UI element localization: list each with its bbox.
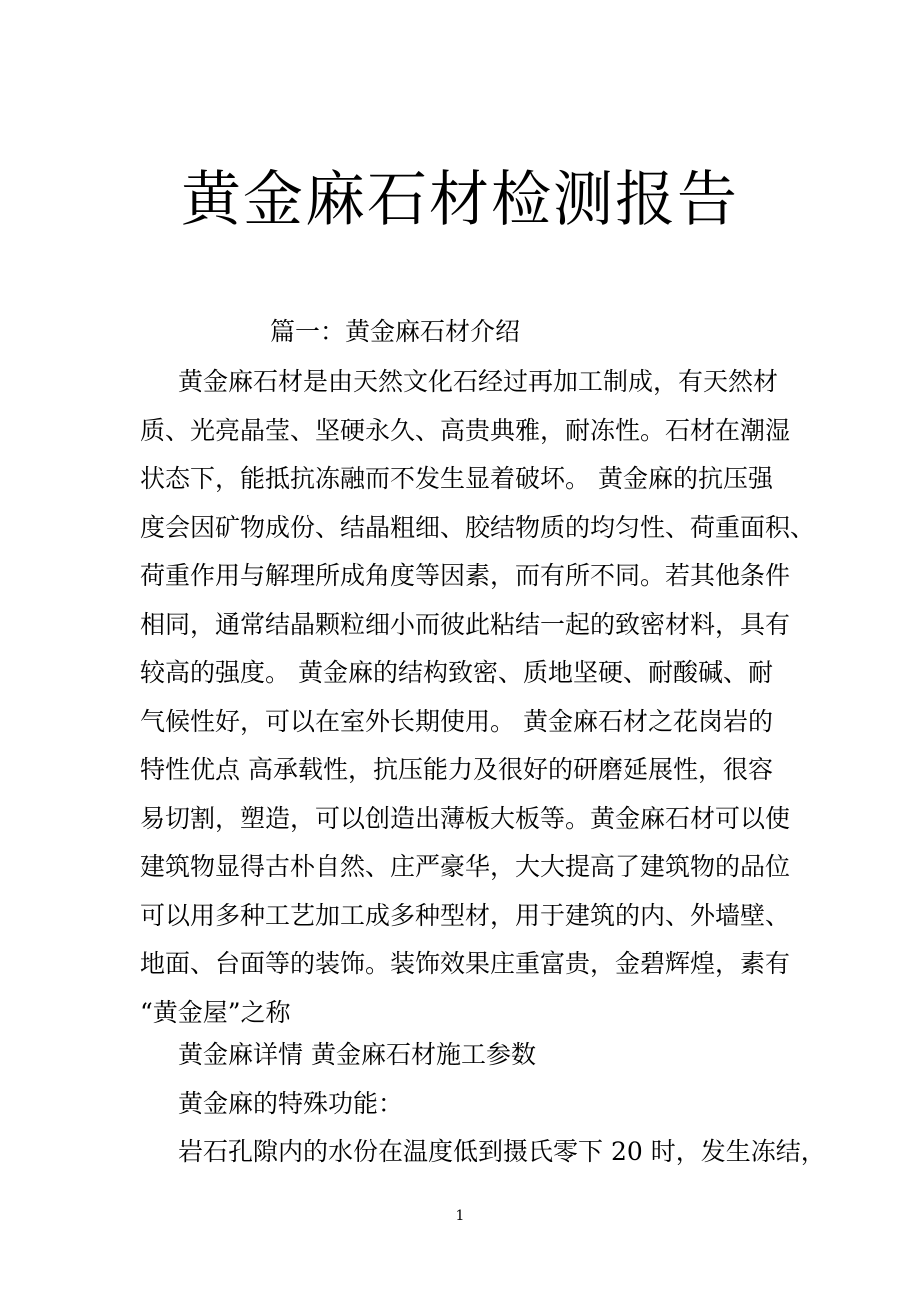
- paragraph-line: 黄金麻石材是由天然文化石经过再加工制成，有天然材: [178, 367, 779, 396]
- paragraph-line: 建筑物显得古朴自然、庄严豪华，大大提高了建筑物的品位: [140, 852, 791, 881]
- paragraph-line: 较高的强度。 黄金麻的结构致密、质地坚硬、耐酸碱、耐: [140, 658, 773, 687]
- intro-paragraph: [140, 358, 816, 1037]
- paragraph-line: 相同，通常结晶颗粒细小而彼此粘结一起的致密材料，具有: [140, 609, 791, 639]
- paragraph-line: 可以用多种工艺加工成多种型材，用于建筑的内、外墙壁、: [140, 900, 791, 930]
- document-title: 黄金麻石材检测报告: [181, 165, 739, 235]
- paragraph-line: 易切割，塑造，可以创造出薄板大板等。黄金麻石材可以使: [140, 803, 791, 833]
- paragraph-line: 度会因矿物成份、结晶粗细、胶结物质的均匀性、荷重面积、: [140, 512, 816, 542]
- paragraph-line: 质、光亮晶莹、坚硬永久、高贵典雅，耐冻性。石材在潮湿: [140, 415, 791, 445]
- rock-paragraph-line: 岩石孔隙内的水份在温度低到摄氏零下 20 时，发生冻结，: [178, 1137, 826, 1166]
- section-heading: 篇一：黄金麻石材介绍: [270, 317, 521, 346]
- paragraph-line: 气候性好，可以在室外长期使用。 黄金麻石材之花岗岩的: [140, 706, 773, 736]
- paragraph-line: 状态下，能抵抗冻融而不发生显着破坏。 黄金麻的抗压强: [140, 464, 773, 493]
- detail-line: 黄金麻详情 黄金麻石材施工参数: [178, 1040, 536, 1069]
- page-number: 1: [455, 1208, 465, 1224]
- paragraph-line: 特性优点 高承载性，抗压能力及很好的研磨延展性，很容: [140, 755, 773, 784]
- paragraph-line: 荷重作用与解理所成角度等因素，而有所不同。若其他条件: [140, 561, 791, 590]
- paragraph-line: 地面、台面等的装饰。装饰效果庄重富贵，金碧辉煌，素有: [140, 949, 791, 978]
- special-function-heading: 黄金麻的特殊功能：: [178, 1089, 404, 1118]
- paragraph-line: “黄金屋”之称: [140, 997, 291, 1027]
